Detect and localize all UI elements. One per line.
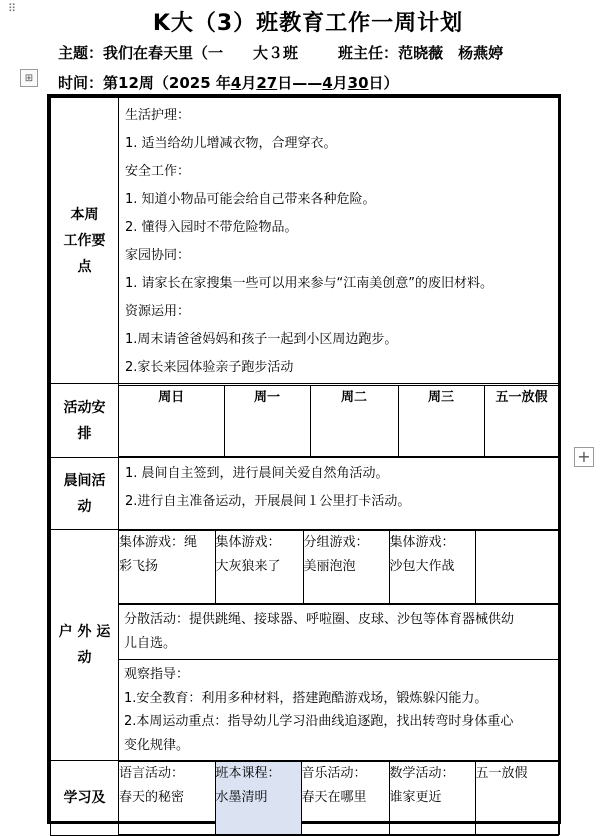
- days-table: [119, 385, 560, 457]
- focus-label-line: 本周: [70, 206, 99, 223]
- focus-line: 1. 适当给幼儿增减衣物，合理穿衣。: [125, 136, 337, 151]
- study-items-cell: [119, 761, 559, 836]
- focus-label-line: 点: [77, 258, 92, 275]
- morning-content-cell[interactable]: [119, 458, 559, 530]
- add-row-icon[interactable]: +: [574, 447, 594, 467]
- game-cell[interactable]: [215, 531, 303, 604]
- study-name: 春天的秘密: [119, 790, 185, 805]
- month-char: 月: [332, 74, 348, 92]
- game-type: 集体游戏：: [215, 535, 281, 550]
- schedule-row: [51, 384, 559, 458]
- morning-row: [51, 458, 559, 530]
- guide-line: 1.安全教育：利用多种材料，搭建跑酷游戏场，锻炼躲闪能力。: [124, 690, 488, 706]
- schedule-days-cell: [119, 384, 559, 458]
- day-holiday[interactable]: 五一放假: [484, 385, 559, 456]
- start-day: 27: [256, 74, 278, 92]
- guide-cell[interactable]: [119, 660, 559, 761]
- focus-line: 1. 知道小物品可能会给自己带来各种危险。: [125, 192, 376, 207]
- month-char: 月: [241, 74, 257, 92]
- morning-label-line: 动: [77, 498, 92, 515]
- morning-label-line: 晨间活: [63, 472, 106, 489]
- focus-label-line: 工作要: [63, 232, 106, 249]
- study-table: [119, 761, 560, 835]
- study-type: 数学活动：: [389, 766, 455, 781]
- outdoor-label-cell: [51, 530, 119, 761]
- day-tuesday[interactable]: 周二: [310, 385, 398, 456]
- game-name: 沙包大作战: [389, 559, 455, 574]
- day-sunday[interactable]: 周日: [119, 385, 224, 456]
- week-number: 12: [118, 74, 139, 92]
- outdoor-scatter-row: [51, 605, 559, 660]
- game-name: 美丽泡泡: [303, 559, 356, 574]
- page-title: K大（3）班教育工作一周计划: [152, 11, 464, 36]
- end-month: 4: [322, 74, 333, 92]
- study-item-cell[interactable]: [475, 762, 559, 835]
- time-line: [58, 72, 399, 93]
- focus-line: 生活护理：: [125, 108, 191, 123]
- focus-row: [51, 98, 559, 384]
- start-month: 4: [230, 74, 242, 92]
- outdoor-label-line: 户 外 运: [58, 624, 111, 640]
- morning-line: 2.进行自主准备运动，开展晨间１公里打卡活动。: [125, 494, 411, 509]
- scatter-line: 分散活动：提供跳绳、接球器、呼啦圈、皮球、沙包等体育器械供幼: [124, 612, 515, 627]
- game-cell[interactable]: [119, 531, 215, 604]
- teacher-names: 范晓薇 杨燕婷: [398, 44, 504, 62]
- game-name: 大灰狼来了: [215, 559, 281, 574]
- outdoor-games-cell: [119, 530, 559, 605]
- study-name: 春天在哪里: [301, 790, 367, 805]
- focus-line: 安全工作：: [125, 164, 191, 179]
- guide-line: 变化规律。: [124, 737, 190, 753]
- scatter-cell[interactable]: [119, 605, 559, 660]
- study-type: 五一放假: [475, 766, 528, 781]
- guide-line: 观察指导：: [124, 667, 190, 682]
- to-text: 日——: [277, 74, 323, 92]
- schedule-label-cell: [51, 384, 119, 458]
- focus-line: 1. 请家长在家搜集一些可以用来参与“江南美创意”的废旧材料。: [125, 276, 494, 291]
- study-item-cell-selected[interactable]: [215, 762, 301, 835]
- outdoor-games-row: [51, 530, 559, 605]
- weekly-plan-table: [50, 97, 559, 836]
- teacher-label: 班主任：: [338, 44, 399, 62]
- study-item-cell[interactable]: [119, 762, 215, 835]
- study-name: 谁家更近: [389, 790, 442, 805]
- time-label: 时间：第: [58, 74, 119, 92]
- morning-line: 1. 晨间自主签到，进行晨间关爱自然角活动。: [125, 466, 389, 481]
- end-text: 日）: [368, 74, 399, 92]
- games-table: [119, 530, 560, 604]
- day-monday[interactable]: 周一: [224, 385, 310, 456]
- schedule-label-line: 活动安: [63, 399, 106, 416]
- focus-line: 2. 懂得入园时不带危险物品。: [125, 220, 298, 235]
- study-item-cell[interactable]: [301, 762, 389, 835]
- study-type: 班本课程：: [215, 766, 281, 781]
- day-wednesday[interactable]: 周三: [398, 385, 484, 456]
- game-type: 集体游戏：: [389, 535, 455, 550]
- study-row: [51, 761, 559, 836]
- study-type: 语言活动：: [119, 766, 185, 781]
- scatter-line: 儿自选。: [124, 636, 177, 651]
- focus-line: 1.周末请爸爸妈妈和孩子一起到小区周边跑步。: [125, 332, 398, 347]
- theme-label: 主题：: [58, 44, 104, 62]
- game-cell-empty[interactable]: [475, 531, 559, 604]
- focus-line: 资源运用：: [125, 304, 191, 319]
- collapse-icon[interactable]: ⠿: [7, 2, 17, 15]
- game-type: 分组游戏：: [303, 535, 369, 550]
- end-day: 30: [347, 74, 369, 92]
- schedule-label-line: 排: [77, 425, 92, 442]
- focus-line: 2.家长来园体验亲子跑步活动: [125, 360, 294, 375]
- study-label-cell: [51, 761, 119, 836]
- focus-content-cell[interactable]: [119, 98, 559, 384]
- study-item-cell[interactable]: [389, 762, 475, 835]
- study-name: 水墨清明: [215, 790, 268, 805]
- study-type: 音乐活动：: [301, 766, 367, 781]
- guide-line: 2.本周运动重点：指导幼儿学习沿曲线追逐跑，找出转弯时身体重心: [124, 714, 514, 729]
- table-move-handle-icon[interactable]: ⊞: [20, 69, 38, 87]
- theme-line: [58, 42, 503, 63]
- game-name: 彩飞扬: [119, 559, 159, 574]
- game-cell[interactable]: [389, 531, 475, 604]
- morning-label-cell: [51, 458, 119, 530]
- game-cell[interactable]: [303, 531, 389, 604]
- study-label: 学习及: [63, 790, 106, 806]
- focus-line: 家园协同：: [125, 248, 191, 263]
- class-name: 大３班: [253, 44, 299, 62]
- focus-label-cell: [51, 98, 119, 384]
- week-mid-text: 周（2025 年: [138, 74, 231, 92]
- theme-value: 我们在春天里（一: [103, 44, 224, 62]
- outdoor-guide-row: [51, 660, 559, 761]
- outdoor-label-line: 动: [77, 650, 92, 666]
- game-type: 集体游戏：绳: [119, 535, 198, 550]
